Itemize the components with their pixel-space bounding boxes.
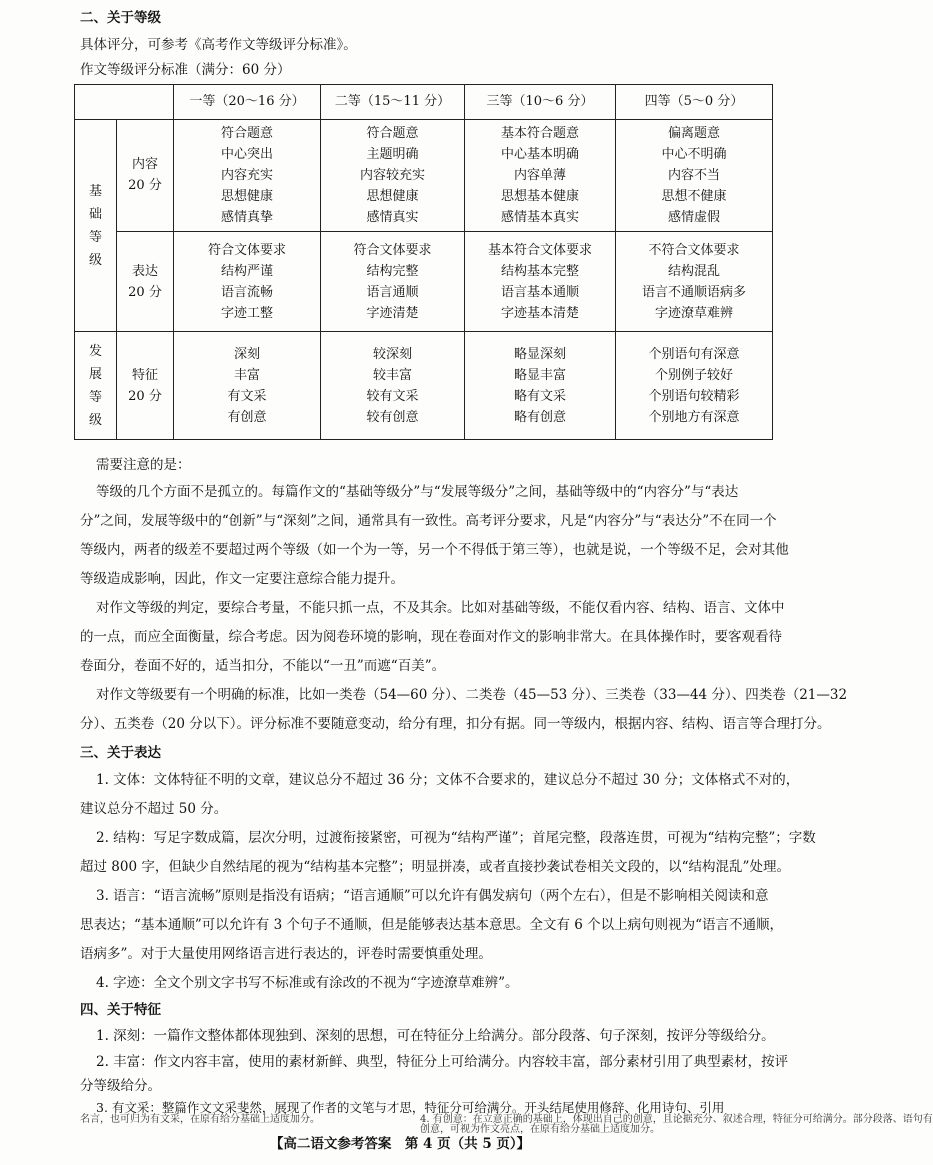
section3-item-line: 1. 文体：文体特征不明的文章，建议总分不超过 36 分；文体不合要求的，建议总分不超过 30 分；文体格式不对的，	[96, 772, 800, 788]
cell-content-g2	[321, 119, 465, 231]
section3-item-line: 超过 800 字，但缺少自然结尾的视为“结构基本完整”；明显拼凑，或者直接抄袭试卷相关文段的，以“结构混乱”处理。	[80, 859, 790, 875]
cell-line: 结构基本完整	[500, 263, 579, 279]
section4-heading: 四、关于特征	[80, 1002, 161, 1018]
cell-line: 思想基本健康	[500, 188, 579, 204]
section4-item-line: 4. 有创意：在立意正确的基础上，体现出自己的创意，且论据充分、叙述合理，特征分可给满分。部分段落、语句有	[420, 1114, 933, 1125]
section4-item-line: 3. 有文采：整篇作文文采斐然，展现了作者的文笔与才思，特征分可给满分。开头结尾使用修辞、化用诗句、引用	[96, 1100, 725, 1115]
notes-p2-line: 的一点，而应全面衡量，综合考虑。因为阅卷环境的影响，现在卷面对作文的影响非常大。在具体操作时，要客观看待	[80, 629, 782, 645]
group-development-level	[75, 332, 117, 440]
cell-line: 中心基本明确	[500, 146, 579, 162]
cell-line: 语言通顺	[366, 284, 419, 300]
section3-item-line: 3. 语言：“语言流畅”原则是指没有语病；“语言通顺”可以允许有偶发病句（两个左右），但是不影响相关阅读和意	[96, 888, 769, 904]
cell-expression-g3	[465, 231, 616, 331]
section3-item-line: 2. 结构：写足字数成篇，层次分明，过渡衔接紧密，可视为“结构严谨”；首尾完整，段落连贯，可视为“结构完整”；字数	[96, 830, 816, 846]
cell-line: 中心不明确	[661, 146, 727, 162]
notes-title: 需要注意的是：	[96, 457, 191, 473]
section4-item-line: 1. 深刻：一篇作文整体都体现独到、深刻的思想，可在特征分上给满分。部分段落、句子深刻，按评分等级给分。	[96, 1028, 775, 1044]
group-basic-char: 等	[88, 229, 102, 245]
group-dev-char: 发	[88, 343, 102, 359]
page-footer: 【高二语文参考答案 第 4 页（共 5 页）】	[269, 1136, 531, 1152]
row-label-content	[117, 119, 174, 231]
notes-p1-line: 分”之间，发展等级中的“创新”与“深刻”之间，通常具有一致性。高考评分要求，凡是“内容分”与“表达分”不在同一个	[80, 513, 777, 529]
cell-line: 深刻	[233, 346, 260, 362]
cell-line: 感情真挚	[220, 209, 273, 225]
section4-item-line: 2. 丰富：作文内容丰富，使用的素材新鲜、典型，特征分上可给满分。内容较丰富，部分素材引用了典型素材，按评	[96, 1054, 789, 1070]
group-dev-char: 等	[88, 389, 102, 405]
notes-p2-line: 对作文等级的判定，要综合考量，不能只抓一点，不及其余。比如对基础等级，不能仅看内容、结构、语言、文体中	[96, 600, 785, 616]
row-label-text: 特征	[131, 367, 158, 383]
group-dev-char: 展	[88, 366, 102, 382]
table-row-feature	[75, 332, 773, 440]
cell-line: 思想不健康	[661, 188, 727, 204]
row-label-expression	[117, 231, 174, 331]
cell-expression-g4	[616, 231, 773, 331]
group-basic-char: 基	[88, 183, 102, 199]
grading-table	[74, 84, 773, 440]
notes-p3-line: 分）、五类卷（20 分以下）。评分标准不要随意变动，给分有理，扣分有据。同一等级内，根据内容、结构、语言等合理打分。	[80, 716, 831, 732]
row-score-text: 20 分	[128, 388, 162, 404]
cell-line: 个别语句有深意	[648, 346, 740, 362]
cell-line: 内容单薄	[513, 167, 566, 183]
section3-item-line: 语病多”。对于大量使用网络语言进行表达的，评卷时需要慎重处理。	[80, 946, 492, 962]
table-header-row	[75, 85, 773, 120]
cell-line: 感情基本真实	[500, 209, 579, 225]
cell-line: 思想健康	[366, 188, 419, 204]
cell-line: 语言流畅	[220, 284, 273, 300]
cell-line: 符合题意	[366, 125, 419, 141]
cell-line: 符合题意	[220, 125, 273, 141]
header-grade-2: 二等（15～11 分）	[321, 85, 465, 120]
row-score-text: 20 分	[128, 178, 162, 194]
section4-item-line: 分等级给分。	[80, 1078, 161, 1094]
table-corner-cell	[75, 85, 174, 120]
cell-line: 基本符合题意	[500, 125, 579, 141]
notes-p2-line: 卷面分，卷面不好的，适当扣分，不能以“一丑”而遮“百美”。	[80, 658, 446, 674]
cell-line: 中心突出	[220, 146, 273, 162]
section4-item-line: 名言，也可归为有文采，在原有给分基础上适度加分。	[80, 1114, 320, 1125]
group-basic-char: 础	[88, 206, 102, 222]
cell-line: 思想健康	[220, 188, 273, 204]
cell-line: 内容充实	[220, 167, 273, 183]
cell-line: 较丰富	[372, 367, 412, 383]
cell-line: 偏离题意	[667, 125, 720, 141]
section3-item-line: 思表达；“基本通顺”可以允许有 3 个句子不通顺，但是能够表达基本意思。全文有 6 个以上病句则视为“语言不通顺，	[80, 917, 784, 933]
cell-feature-g2	[321, 332, 465, 440]
cell-expression-g1	[174, 231, 321, 331]
cell-line: 结构混乱	[667, 263, 720, 279]
cell-line: 字迹工整	[220, 305, 273, 321]
notes-p3-line: 对作文等级要有一个明确的标准，比如一类卷（54—60 分）、二类卷（45—53 分）、三类卷（33—44 分）、四类卷（21—32	[96, 687, 848, 703]
cell-line: 结构完整	[366, 263, 419, 279]
cell-line: 有创意	[227, 409, 267, 425]
cell-line: 主题明确	[366, 146, 419, 162]
section3-heading: 三、关于表达	[80, 745, 161, 761]
cell-feature-g4	[616, 332, 773, 440]
notes-p1-line: 等级造成影响，因此，作文一定要注意综合能力提升。	[80, 571, 404, 587]
row-label-text: 内容	[131, 157, 158, 173]
cell-feature-g1	[174, 332, 321, 440]
cell-line: 个别语句较精彩	[648, 388, 740, 404]
table-caption: 作文等级评分标准（满分：60 分）	[80, 62, 291, 78]
cell-line: 字迹潦草难辨	[654, 305, 733, 321]
cell-content-g1	[174, 119, 321, 231]
notes-p1-line: 等级的几个方面不是孤立的。每篇作文的“基础等级分”与“发展等级分”之间，基础等级中的“内容分”与“表达	[96, 484, 739, 500]
cell-line: 较有创意	[366, 409, 419, 425]
cell-content-g4	[616, 119, 773, 231]
cell-line: 不符合文体要求	[648, 242, 740, 258]
cell-line: 内容不当	[667, 167, 720, 183]
header-grade-1: 一等（20～16 分）	[174, 85, 321, 120]
cell-line: 结构严谨	[220, 263, 273, 279]
cell-line: 略显深刻	[513, 346, 566, 362]
row-label-text: 表达	[131, 263, 158, 279]
cell-line: 个别例子较好	[654, 367, 733, 383]
group-basic-char: 级	[88, 252, 102, 268]
cell-line: 语言不通顺语病多	[641, 284, 746, 300]
group-basic-level	[75, 119, 117, 331]
section2-heading: 二、关于等级	[80, 10, 161, 26]
cell-content-g3	[465, 119, 616, 231]
cell-feature-g3	[465, 332, 616, 440]
cell-expression-g2	[321, 231, 465, 331]
cell-line: 字迹清楚	[366, 305, 419, 321]
table-row-expression	[75, 231, 773, 331]
cell-line: 内容较充实	[359, 167, 425, 183]
header-grade-4: 四等（5～0 分）	[616, 85, 773, 120]
row-label-feature	[117, 332, 174, 440]
cell-line: 丰富	[233, 367, 260, 383]
header-grade-3: 三等（10～6 分）	[465, 85, 616, 120]
cell-line: 字迹基本清楚	[500, 305, 579, 321]
row-score-text: 20 分	[128, 284, 162, 300]
cell-line: 语言基本通顺	[500, 284, 579, 300]
cell-line: 略有创意	[513, 409, 566, 425]
cell-line: 有文采	[227, 388, 267, 404]
cell-line: 较有文采	[366, 388, 419, 404]
cell-line: 略显丰富	[513, 367, 566, 383]
cell-line: 符合文体要求	[353, 242, 432, 258]
section3-item-line: 建议总分不超过 50 分。	[80, 801, 228, 817]
cell-line: 基本符合文体要求	[487, 242, 592, 258]
table-row-content	[75, 119, 773, 231]
cell-line: 个别地方有深意	[648, 409, 740, 425]
section2-intro: 具体评分，可参考《高考作文等级评分标准》。	[80, 37, 357, 53]
section4-item-line: 创意，可视为作文亮点，在原有给分基础上适度加分。	[420, 1124, 660, 1135]
cell-line: 感情真实	[366, 209, 419, 225]
section3-item-line: 4. 字迹：全文个别文字书写不标准或有涂改的不视为“字迹潦草难辨”。	[96, 975, 519, 991]
cell-line: 符合文体要求	[207, 242, 286, 258]
group-dev-char: 级	[88, 412, 102, 428]
cell-line: 较深刻	[372, 346, 412, 362]
cell-line: 略有文采	[513, 388, 566, 404]
notes-p1-line: 等级内，两者的级差不要超过两个等级（如一个为一等，另一个不得低于第三等），也就是说，一个等级不足，会对其他	[80, 542, 789, 558]
cell-line: 感情虚假	[667, 209, 720, 225]
